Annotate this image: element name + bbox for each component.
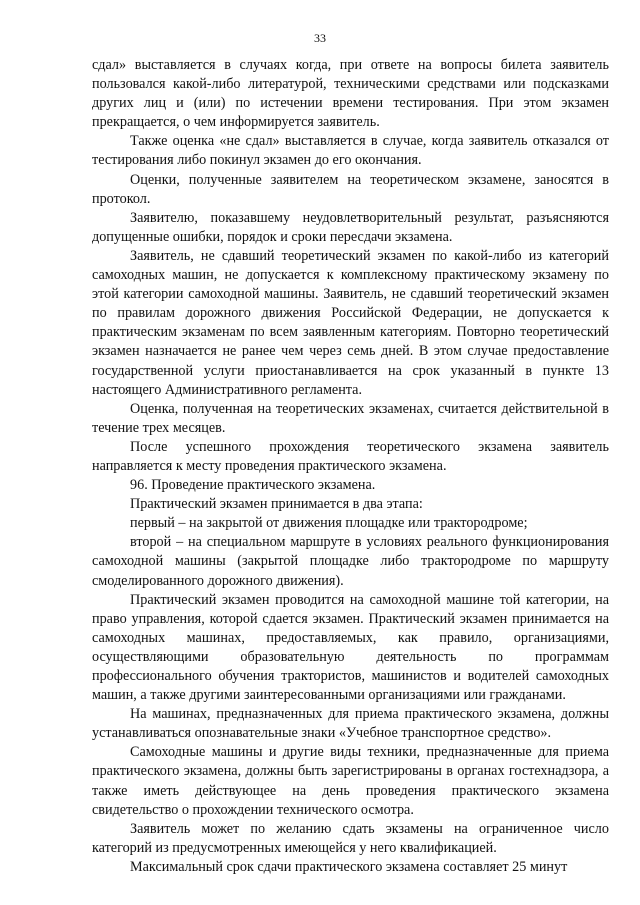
paragraph-16: Максимальный срок сдачи практического экзамена составляет 25 минут xyxy=(130,858,568,875)
paragraph-15: Заявитель может по желанию сдать экзамены на ограниченное число категорий из предусмотренных имеющейся у него квалификацией. xyxy=(92,820,609,856)
paragraph-7: После успешного прохождения теоретического экзамена заявитель направляется к месту проведения практического экзамена. xyxy=(92,438,609,474)
paragraph-1: сдал» выставляется в случаях когда, при ответе на вопросы билета заявитель пользовался какой-либо литературой, техническими средствами или подсказками других лиц и (или) по истечении времени тестирования. При этом экзамен прекращается, о чем информируется заявитель. xyxy=(92,57,609,131)
paragraph-5: Заявитель, не сдавший теоретический экзамен по какой-либо из категорий самоходных машин, не допускается к комплексному практическому экзамену по этой категории самоходной машины. Заявитель, не сдавший теоретический экзамен по правилам дорожного движения Российской Федерации, не допускается к практическим экзаменам по всем заявленным категориям. Повторно теоретический экзамен назначается не ранее чем через семь дней. В этом случае предоставление государственной услуги приостанавливается на срок указанный в пункте 13 настоящего Административного регламента. xyxy=(92,247,609,398)
paragraph-4: Заявителю, показавшему неудовлетворительный результат, разъясняются допущенные ошибки, порядок и сроки пересдачи экзамена. xyxy=(92,209,609,245)
paragraph-14: Самоходные машины и другие виды техники, предназначенные для приема практического экзамена, должны быть зарегистрированы в органах гостехнадзора, а также иметь действующее на день проведения практического экзамена свидетельство о прохождении технического осмотра. xyxy=(92,744,609,818)
paragraph-3: Оценки, полученные заявителем на теоретическом экзамене, заносятся в протокол. xyxy=(92,171,609,207)
paragraph-2: Также оценка «не сдал» выставляется в случае, когда заявитель отказался от тестирования либо покинул экзамен до его окончания. xyxy=(92,133,609,169)
paragraph-10: первый – на закрытой от движения площадке или трактородроме; xyxy=(130,515,528,532)
page-number: 33 xyxy=(314,31,326,45)
paragraph-13: На машинах, предназначенных для приема практического экзамена, должны устанавливаться опознавательные знаки «Учебное транспортное средство». xyxy=(92,706,609,742)
document-body xyxy=(92,56,609,877)
paragraph-12: Практический экзамен проводится на самоходной машине той категории, на право управления, которой сдается экзамен. Практический экзамен принимается на самоходных машинах, предоставляемых, как правило, организациями, осуществляющими образовательную деятельность по программам профессионального обучения трактористов, машинистов и водителей самоходных машин, а также другими заинтересованными организациями или гражданами. xyxy=(92,591,609,704)
paragraph-9: Практический экзамен принимается в два этапа: xyxy=(130,496,423,513)
paragraph-6: Оценка, полученная на теоретических экзаменах, считается действительной в течение трех месяцев. xyxy=(92,400,609,436)
paragraph-11: второй – на специальном маршруте в условиях реального функционирования самоходной машины (закрытой площадке либо трактородроме по маршруту смоделированного дорожного движения). xyxy=(92,534,609,589)
section-heading-96: 96. Проведение практического экзамена. xyxy=(130,477,376,494)
